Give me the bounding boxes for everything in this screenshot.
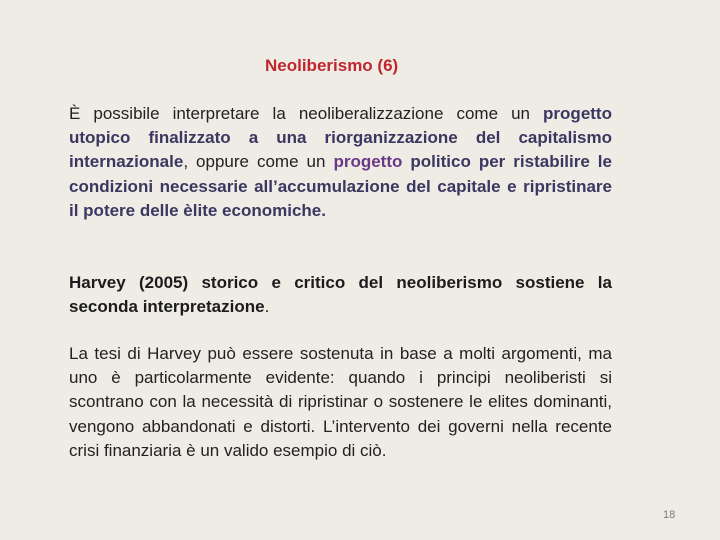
p1-intro: È possibile interpretare la neoliberalizzazione come un (69, 104, 530, 123)
p1-utopian-project: progetto utopico finalizzato a una riorganizzazione del capitalismo internazionale (69, 104, 612, 172)
page-number: 18 (663, 509, 676, 521)
paragraph-interpretations (69, 102, 612, 223)
p2-end: . (264, 297, 270, 317)
p1-connector: , oppure come un (183, 152, 334, 172)
paragraph-harvey (69, 271, 612, 319)
p1-political-project: politico per ristabilire le condizioni necessarie all’accumulazione del capitale e ripristinare il potere delle èlite economiche. (69, 152, 612, 220)
p2-main: Harvey (2005) storico e critico del neoliberismo sostiene la seconda interpretazione (69, 273, 612, 317)
paragraph-thesis: La tesi di Harvey può essere sostenuta in base a molti argomenti, ma uno è particolarmente evidente: quando i principi neoliberisti si scontrano con la necessità di ripristinar o sostenere le elites dominanti, vengono abbandonati e distorti. L’intervento dei governi nella recente crisi finanziaria è un valido esempio di ciò. (69, 344, 612, 460)
p1-project-word: progetto (333, 152, 403, 172)
slide-title: Neoliberismo (6) (265, 56, 399, 75)
